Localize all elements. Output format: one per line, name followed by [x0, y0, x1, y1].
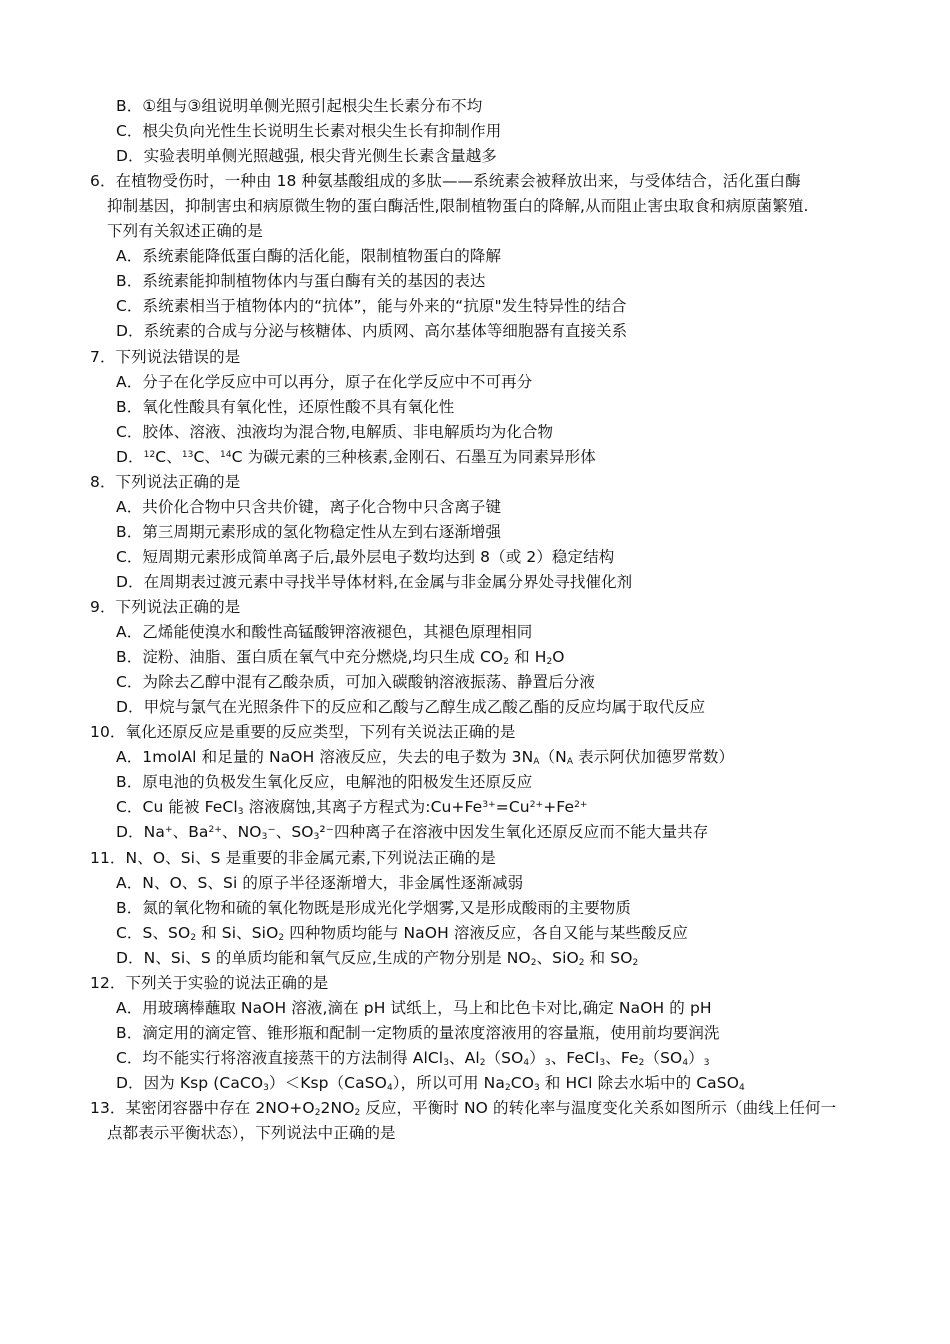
q6-opt-c-text: C．系统素相当于植物体内的“抗体”，能与外来的“抗原"发生特异性的结合	[116, 297, 627, 316]
q12-opt-a-text: A．用玻璃棒蘸取 NaOH 溶液,滴在 pH 试纸上，马上和比色卡对比,确定 NaOH 的 pH	[116, 998, 712, 1017]
q5-opt-b-text: B．①组与③组说明单侧光照引起根尖生长素分布不均	[116, 97, 483, 115]
q10-opt-d-text: 2+	[208, 825, 222, 836]
q9-stem-text: 9．下列说法正确的是	[90, 598, 241, 616]
q12-opt-c-text: ）	[529, 1048, 545, 1067]
q13-stem-1-line	[0, 1096, 950, 1121]
q11-opt-c-text: C．S、SO	[116, 923, 191, 942]
q11-opt-d-text: 和 SO	[584, 948, 633, 967]
q11-opt-b-line	[0, 896, 950, 921]
q8-opt-c-line	[0, 545, 950, 570]
q6-opt-a-text: A．系统素能降低蛋白酶的活化能，限制植物蛋白的降解	[116, 247, 502, 266]
q7-opt-a-line	[0, 370, 950, 395]
q9-opt-b-text: 和 H	[509, 648, 547, 667]
q5-opt-d-text: D．实验表明单侧光照越强, 根尖背光侧生长素含量越多	[116, 147, 497, 166]
q9-opt-c-text: C．为除去乙醇中混有乙酸杂质，可加入碳酸钠溶液振荡、静置后分液	[116, 673, 595, 692]
q8-opt-d-text: D．在周期表过渡元素中寻找半导体材料,在金属与非金属分界处寻找催化剂	[116, 572, 633, 591]
q9-opt-b-text: B．淀粉、油脂、蛋白质在氧气中充分燃烧,均只生成 CO	[116, 648, 504, 667]
q12-opt-c-text: 、Fe	[605, 1048, 639, 1067]
q10-opt-d-line	[0, 820, 950, 845]
q6-opt-c-line	[0, 294, 950, 319]
q11-opt-d-text: 2	[632, 957, 639, 968]
q9-opt-b-line	[0, 645, 950, 670]
q7-opt-d-text: 12	[143, 449, 156, 460]
q7-opt-d-line	[0, 445, 950, 470]
q6-stem-1-line	[0, 169, 950, 194]
q10-stem-line	[0, 720, 950, 745]
q9-stem-line	[0, 595, 950, 620]
q12-opt-c-text: 、FeCl	[550, 1048, 600, 1067]
q11-opt-d-text: 2	[530, 957, 537, 968]
q7-opt-b-text: B．氧化性酸具有氧化性，还原性酸不具有氧化性	[116, 397, 455, 416]
q10-opt-a-text: A	[533, 757, 540, 768]
q9-opt-b-text: 2	[503, 657, 510, 668]
q11-opt-a-line	[0, 871, 950, 896]
q6-stem-3-text: 下列有关叙述正确的是	[107, 222, 264, 241]
q11-opt-a-text: A．N、O、S、Si 的原子半径逐渐增大，非金属性逐渐减弱	[116, 873, 524, 892]
q10-opt-d-text: 、NO	[222, 823, 262, 842]
q11-opt-d-text: 、SiO	[536, 948, 579, 967]
q10-opt-c-text: +Fe	[543, 798, 575, 817]
q12-opt-c-text: ）	[688, 1048, 704, 1067]
q12-opt-c-text: 4	[523, 1057, 530, 1068]
q8-opt-a-line	[0, 495, 950, 520]
q11-opt-c-text: 和 Si、SiO	[196, 923, 279, 942]
q7-stem-text: 7．下列说法错误的是	[90, 347, 241, 366]
q12-opt-b-line	[0, 1021, 950, 1046]
q10-opt-a-text: A	[566, 757, 574, 768]
q10-opt-a-line	[0, 745, 950, 770]
q12-opt-d-text: ）＜Ksp（CaSO	[269, 1073, 387, 1092]
q12-opt-d-text: 4	[739, 1082, 745, 1093]
q10-opt-c-text: 3	[237, 807, 244, 818]
q8-opt-b-line	[0, 520, 950, 545]
q13-stem-1-text: 2	[354, 1108, 361, 1118]
q12-opt-c-text: 3	[544, 1057, 551, 1068]
q6-stem-2-line	[0, 194, 950, 219]
q7-opt-c-text: C．胶体、溶液、浊液均为混合物,电解质、非电解质均为化合物	[116, 422, 554, 441]
q11-opt-c-text: 2	[190, 932, 197, 943]
q12-opt-c-text: 、Al	[449, 1048, 480, 1067]
q10-opt-c-text: 3+	[482, 800, 496, 811]
q10-opt-d-text: D．Na	[116, 823, 165, 842]
q12-opt-c-text: 2	[479, 1057, 486, 1068]
q10-opt-d-text: 3	[261, 832, 268, 843]
q13-stem-1-text: 2	[314, 1108, 321, 1118]
q12-opt-c-line	[0, 1046, 950, 1071]
q10-opt-d-text: ²⁻四种离子在溶液中因发生氧化还原反应而不能大量共存	[319, 823, 709, 842]
q12-opt-d-line	[0, 1071, 950, 1096]
q11-opt-c-text: 2	[278, 932, 285, 943]
q11-stem-line	[0, 846, 950, 871]
q7-opt-b-line	[0, 395, 950, 420]
q7-opt-d-text: C 为碳元素的三种核素,金刚石、石墨互为同素异形体	[231, 447, 596, 466]
q11-opt-d-line	[0, 946, 950, 971]
q10-opt-d-text: +	[164, 825, 173, 836]
q7-opt-c-line	[0, 420, 950, 445]
q13-stem-1-text: 2NO	[320, 1099, 355, 1117]
q6-opt-b-text: B．系统素能抑制植物体内与蛋白酶有关的基因的表达	[116, 272, 486, 291]
q5-opt-b-line	[0, 94, 950, 119]
q13-stem-1-text: 13．某密闭容器中存在 2NO+O	[90, 1099, 315, 1117]
q10-opt-c-text: C．Cu 能被 FeCl	[116, 798, 238, 817]
q5-opt-c-line	[0, 119, 950, 144]
q6-opt-d-line	[0, 319, 950, 344]
q11-opt-d-text: D．N、Si、S 的单质均能和氧气反应,生成的产物分别是 NO	[116, 948, 531, 967]
q12-opt-c-text: （SO	[644, 1048, 683, 1067]
q6-stem-2-text: 抑制基因，抑制害虫和病原微生物的蛋白酶活性,限制植物蛋白的降解,从而阻止害虫取食和病原菌繁殖.	[107, 197, 809, 216]
q12-opt-c-text: （SO	[485, 1048, 524, 1067]
q12-opt-c-text: 3	[703, 1057, 710, 1068]
q7-opt-d-text: D．	[116, 447, 144, 466]
q7-stem-line	[0, 345, 950, 370]
q12-opt-d-text: CO	[510, 1073, 535, 1092]
q10-opt-c-text: 溶液腐蚀,其离子方程式为:Cu+Fe	[243, 798, 483, 817]
q12-opt-d-text: 4	[386, 1082, 393, 1093]
q11-opt-b-text: B．氮的氧化物和硫的氧化物既是形成光化学烟雾,又是形成酸雨的主要物质	[116, 898, 631, 917]
q11-opt-d-text: 2	[578, 957, 585, 968]
q12-opt-c-text: 3	[443, 1057, 450, 1068]
q11-opt-c-line	[0, 921, 950, 946]
q10-opt-d-text: 、Ba	[172, 823, 209, 842]
q12-opt-c-text: 3	[599, 1057, 606, 1068]
q12-opt-d-text: ），所以可用 Na	[392, 1073, 505, 1092]
q10-opt-c-text: 2+	[529, 800, 544, 811]
q13-stem-1-text: 反应，平衡时 NO 的转化率与温度变化关系如图所示（曲线上任何一	[360, 1099, 837, 1117]
q6-opt-d-text: D．系统素的合成与分泌与核糖体、内质网、高尔基体等细胞器有直接关系	[116, 322, 628, 341]
q8-opt-b-text: B．第三周期元素形成的氢化物稳定性从左到右逐渐增强	[116, 522, 502, 541]
q7-opt-d-text: 13	[181, 449, 194, 460]
q10-opt-a-text: 表示阿伏加德罗常数）	[573, 748, 735, 767]
q13-stem-2-text: 点都表示平衡状态），下列说法中正确的是	[107, 1124, 396, 1143]
q12-opt-c-text: C．均不能实行将溶液直接蒸干的方法制得 AlCl	[116, 1048, 444, 1067]
q9-opt-d-text: D．甲烷与氯气在光照条件下的反应和乙酸与乙醇生成乙酸乙酯的反应均属于取代反应	[116, 698, 706, 717]
q8-opt-a-text: A．共价化合物中只含共价键，离子化合物中只含离子键	[116, 497, 502, 516]
q12-opt-a-line	[0, 996, 950, 1021]
q13-stem-2-line	[0, 1121, 950, 1146]
q8-opt-d-line	[0, 570, 950, 595]
q10-opt-c-line	[0, 795, 950, 820]
q12-opt-d-text: 3	[263, 1082, 269, 1093]
q10-opt-c-text: 2+	[574, 800, 588, 811]
q10-opt-d-text: 3	[313, 832, 320, 843]
q5-opt-d-line	[0, 144, 950, 169]
q12-opt-d-text: 2	[504, 1082, 511, 1093]
q11-stem-text: 11．N、O、Si、S 是重要的非金属元素,下列说法正确的是	[90, 848, 496, 867]
q12-opt-c-text: 2	[638, 1057, 645, 1068]
q12-opt-d-text: D．因为 Ksp (CaCO	[116, 1073, 264, 1092]
q9-opt-d-line	[0, 695, 950, 720]
q10-stem-text: 10．氧化还原反应是重要的反应类型，下列有关说法正确的是	[90, 723, 516, 742]
q12-opt-b-text: B．滴定用的滴定管、锥形瓶和配制一定物质的量浓度溶液用的容量瓶，使用前均要润洗	[116, 1023, 720, 1042]
q10-opt-c-text: =Cu	[495, 798, 530, 817]
q9-opt-a-line	[0, 620, 950, 645]
q7-opt-d-text: C、	[155, 447, 182, 466]
q10-opt-b-text: B．原电池的负极发生氧化反应，电解池的阳极发生还原反应	[116, 773, 533, 792]
q10-opt-a-text: A．1molAl 和足量的 NaOH 溶液反应，失去的电子数为 3N	[116, 748, 534, 767]
q12-opt-c-text: 4	[682, 1057, 689, 1068]
q9-opt-b-text: 2	[546, 657, 553, 668]
q12-stem-line	[0, 971, 950, 996]
q7-opt-d-text: 14	[220, 449, 232, 460]
q6-stem-3-line	[0, 219, 950, 244]
q9-opt-b-text: O	[552, 648, 565, 667]
q9-opt-a-text: A．乙烯能使溴水和酸性高锰酸钾溶液褪色，其褪色原理相同	[116, 623, 533, 642]
q12-opt-d-text: 3	[534, 1082, 540, 1093]
q7-opt-d-text: C、	[193, 447, 221, 466]
q6-stem-1-text: 6．在植物受伤时，一种由 18 种氨基酸组成的多肽——系统素会被释放出来，与受体结合，活化蛋白酶	[90, 172, 801, 191]
q5-opt-c-text: C．根尖负向光性生长说明生长素对根尖生长有抑制作用	[116, 122, 502, 141]
q10-opt-d-text: ⁻、SO	[267, 823, 314, 842]
q12-stem-text: 12．下列关于实验的说法正确的是	[90, 973, 329, 992]
q10-opt-a-text: （N	[539, 748, 567, 767]
q12-opt-d-text: 和 HCl 除去水垢中的 CaSO	[539, 1073, 739, 1092]
q7-opt-a-text: A．分子在化学反应中可以再分，原子在化学反应中不可再分	[116, 372, 533, 391]
q11-opt-c-text: 四种物质均能与 NaOH 溶液反应，各自又能与某些酸反应	[284, 923, 688, 942]
q10-opt-b-line	[0, 770, 950, 795]
q8-stem-line	[0, 470, 950, 495]
q9-opt-c-line	[0, 670, 950, 695]
q6-opt-a-line	[0, 244, 950, 269]
q6-opt-b-line	[0, 269, 950, 294]
q8-stem-text: 8．下列说法正确的是	[90, 472, 241, 491]
q8-opt-c-text: C．短周期元素形成简单离子后,最外层电子数均达到 8（或 2）稳定结构	[116, 547, 615, 566]
